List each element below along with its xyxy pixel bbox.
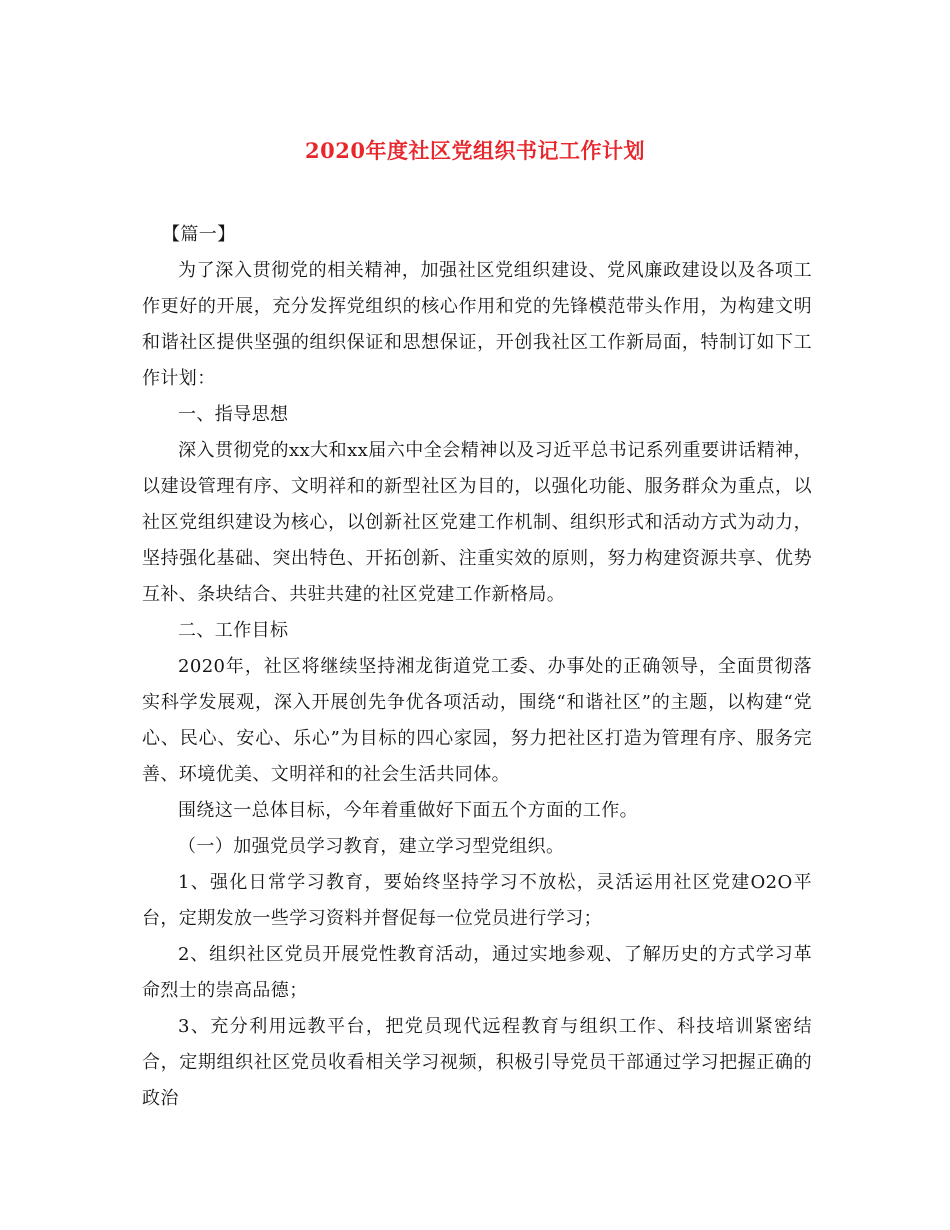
list-item-1: 1、强化日常学习教育，要始终坚持学习不放松，灵活运用社区党建O2O平台，定期发放一些学习资料并督促每一位党员进行学习； <box>142 872 812 929</box>
list-item-2: 2、组织社区党员开展党性教育活动，通过实地参观、了解历史的方式学习革命烈士的崇高品德； <box>142 944 812 1001</box>
section-label-part-one: 【篇一】 <box>162 224 236 245</box>
work-goals-paragraph: 2020年，社区将继续坚持湘龙街道党工委、办事处的正确领导，全面贯彻落实科学发展观，深入开展创先争优各项活动，围绕“和谐社区”的主题，以构建“党心、民心、安心、乐心”为目标的四心家园，努力把社区打造为管理有序、服务完善、环境优美、文明祥和的社会生活共同体。 <box>142 656 812 785</box>
overall-goal-paragraph: 围绕这一总体目标，今年着重做好下面五个方面的工作。 <box>178 800 638 821</box>
document-title: 2020年度社区党组织书记工作计划 <box>305 138 645 163</box>
heading-guiding-ideology: 一、指导思想 <box>178 404 289 425</box>
subheading-party-study: （一）加强党员学习教育，建立学习型党组织。 <box>178 836 565 857</box>
document-body <box>142 217 812 1117</box>
list-item-3: 3、充分利用远教平台，把党员现代远程教育与组织工作、科技培训紧密结合，定期组织社区党员收看相关学习视频，积极引导党员干部通过学习把握正确的政治 <box>142 1016 812 1109</box>
guiding-ideology-paragraph: 深入贯彻党的xx大和xx届六中全会精神以及习近平总书记系列重要讲话精神，以建设管理有序、文明祥和的新型社区为目的，以强化功能、服务群众为重点，以社区党组织建设为核心，以创新社区党建工作机制、组织形式和活动方式为动力，坚持强化基础、突出特色、开拓创新、注重实效的原则，努力构建资源共享、优势互补、条块结合、共驻共建的社区党建工作新格局。 <box>142 440 812 605</box>
heading-work-goals: 二、工作目标 <box>178 620 289 641</box>
intro-paragraph: 为了深入贯彻党的相关精神，加强社区党组织建设、党风廉政建设以及各项工作更好的开展，充分发挥党组织的核心作用和党的先锋模范带头作用，为构建文明和谐社区提供坚强的组织保证和思想保证，开创我社区工作新局面，特制订如下工作计划： <box>142 260 812 389</box>
